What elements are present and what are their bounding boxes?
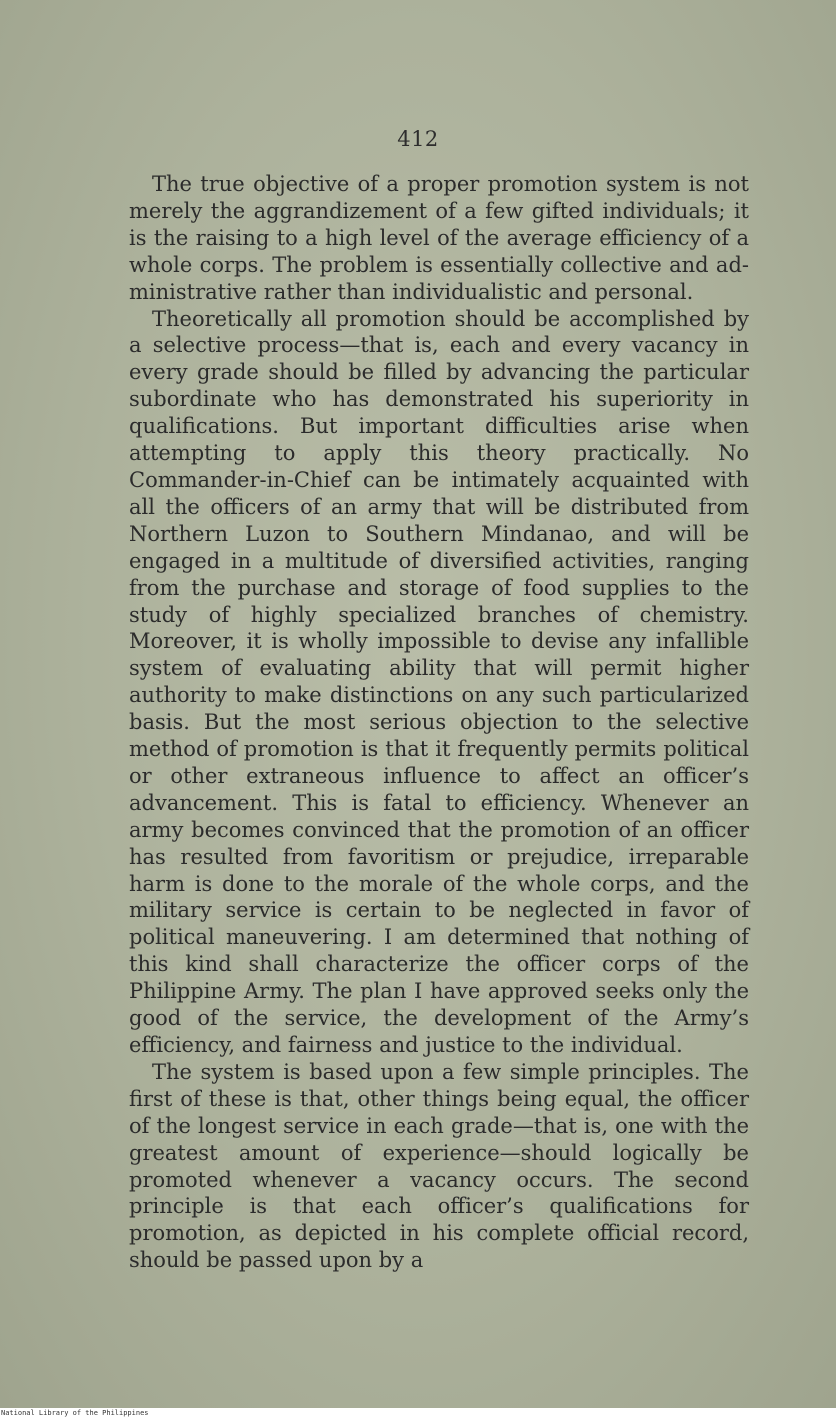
library-credit: National Library of the Philippines (0, 1408, 836, 1418)
body-text (129, 171, 749, 1274)
paragraph-3: The system is based upon a few simple principles. The first of these is that, other things being equal, the officer of the longest service in each grade—that is, one with the greatest amount of experience—should logically be promoted whenever a vacancy occurs. The second principle is that each officer’s qualifications for promotion, as depicted in his complete official record, should be passed upon by a (129, 1059, 749, 1273)
paragraph-2: Theoretically all promotion should be accomplished by a selective process—that is, each and every vacancy in every grade should be filled by advancing the particular subordinate who has demonstrated his superiority in qualifications. But important difficulties arise when attempting to apply this theory practically. No Commander-in-Chief can be intimately acquainted with all the officers of an army that will be distributed from Northern Luzon to Southern Mindanao, and will be engaged in a multitude of diversified activities, ranging from the purchase and storage of food supplies to the study of highly specialized branches of chemistry. Moreover, it is wholly impossible to devise any infallible system of evaluating ability that will permit higher authority to make distinctions on any such particularized basis. But the most serious objection to the selective method of promotion is that it frequently permits political or other extraneous influence to affect an officer’s advancement. This is fatal to efficiency. Whenever an army becomes convinced that the promotion of an officer has resulted from favoritism or prejudice, irreparable harm is done to the morale of the whole corps, and the military service is certain to be neglected in favor of political maneuvering. I am determined that nothing of this kind shall characterize the officer corps of the Philippine Army. The plan I have approved seeks only the good of the service, the development of the Army’s efficiency, and fairness and justice to the individual. (129, 306, 749, 1057)
paragraph-1: The true objective of a proper promotion system is not merely the aggrandizement of a few gifted individuals; it is the raising to a high level of the average efficiency of a whole corps. The problem is essentially collective and administrative rather than individualistic and personal. (129, 172, 749, 304)
page-number: 412 (397, 127, 439, 151)
